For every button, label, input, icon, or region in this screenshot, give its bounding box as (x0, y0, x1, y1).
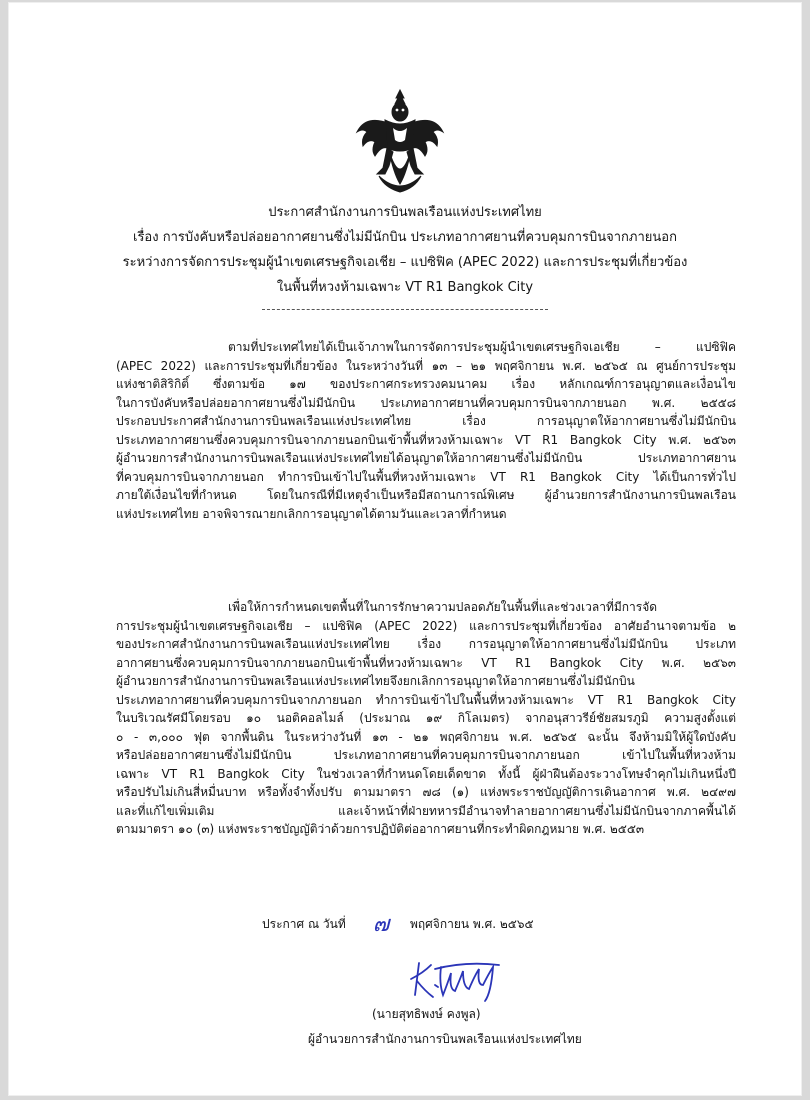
announcement-subject-line: ระหว่างการจัดการประชุมผู้นำเขตเศรษฐกิจเอเชีย – แปซิฟิค (APEC 2022) และการประชุมที่เกี่ยวข้อง (122, 255, 688, 270)
paragraph-line: ๐ - ๓,๐๐๐ ฟุต จากพื้นดิน ในระหว่างวันที่ ๑๓ - ๒๑ พฤศจิกายน พ.ศ. ๒๕๖๕ ฉะนั้น จึงห้ามมิให้ผู้ใดบังคับ (116, 729, 736, 744)
announcement-issuer: ประกาศสำนักงานการบินพลเรือนแห่งประเทศไทย (268, 205, 542, 220)
paragraph-line: เพื่อให้การกำหนดเขตพื้นที่ในการรักษาความปลอดภัยในพื้นที่และช่วงเวลาที่มีการจัด (228, 600, 658, 614)
paragraph-line: ตามที่ประเทศไทยได้เป็นเจ้าภาพในการจัดการประชุมผู้นำเขตเศรษฐกิจเอเชีย – แปซิฟิค (228, 340, 736, 354)
paragraph-line: ผู้อำนวยการสำนักงานการบินพลเรือนแห่งประเทศไทยจึงยกเลิกการอนุญาตให้อากาศยานซึ่งไม่มีนักบิน (116, 674, 635, 688)
paragraph-line: ประเภทอากาศยานซึ่งควบคุมการบินจากภายนอกบินเข้าพื้นที่หวงห้ามเฉพาะ VT R1 Bangkok City พ.ศ. ๒๕๖๓ (116, 432, 736, 447)
signatory-name: (นายสุทธิพงษ์ คงพูล) (372, 1007, 481, 1021)
paragraph-line: ในการบังคับหรือปล่อยอากาศยานซึ่งไม่มีนักบิน ประเภทอากาศยานที่ควบคุมการบินจากภายนอก พ.ศ. ๒๕๕๘ (116, 395, 736, 410)
paragraph-line: ประกอบประกาศสำนักงานการบินพลเรือนแห่งประเทศไทย เรื่อง การอนุญาตให้อากาศยานซึ่งไม่มีนักบิน (116, 414, 736, 428)
handwritten-signature (405, 955, 505, 1005)
announcement-date-prefix: ประกาศ ณ วันที่ (262, 917, 346, 931)
paragraph-line: และที่แก้ไขเพิ่มเติม และเจ้าหน้าที่ฝ่ายทหารมีอำนาจทำลายอากาศยานซึ่งไม่มีนักบินจากภาคพื้นได้ (116, 803, 736, 818)
garuda-emblem (355, 88, 445, 198)
signatory-title: ผู้อำนวยการสำนักงานการบินพลเรือนแห่งประเทศไทย (308, 1032, 582, 1046)
handwritten-day-text: ๗ (372, 912, 390, 936)
announcement-subject-line: เรื่อง การบังคับหรือปล่อยอากาศยานซึ่งไม่มีนักบิน ประเภทอากาศยานที่ควบคุมการบินจากภายนอก (133, 230, 677, 245)
paragraph-line: ที่ควบคุมการบินจากภายนอก ทำการบินเข้าไปในพื้นที่หวงห้ามเฉพาะ VT R1 Bangkok City ได้เป็นการทั่วไป (116, 469, 736, 484)
body-paragraph-1 (116, 338, 736, 523)
paragraph-line: ผู้อำนวยการสำนักงานการบินพลเรือนแห่งประเทศไทยได้อนุญาตให้อากาศยานซึ่งไม่มีนักบิน ประเภทอากาศยาน (116, 451, 736, 465)
paragraph-line: หรือปรับไม่เกินสี่หมื่นบาท หรือทั้งจำทั้งปรับ ตามมาตรา ๗๘ (๑) แห่งพระราชบัญญัติการเดินอากาศ พ.ศ. ๒๔๙๗ (116, 785, 736, 799)
paragraph-line: ประเภทอากาศยานที่ควบคุมการบินจากภายนอก ทำการบินเข้าไปในพื้นที่หวงห้ามเฉพาะ VT R1 Bangkok City (116, 692, 736, 707)
announcement-subject-line: ในพื้นที่หวงห้ามเฉพาะ VT R1 Bangkok City (276, 280, 534, 295)
paragraph-line: หรือปล่อยอากาศยานซึ่งไม่มีนักบิน ประเภทอากาศยานที่ควบคุมการบินจากภายนอก เข้าไปในพื้นที่หวงห้าม (116, 748, 736, 762)
paragraph-line: (APEC 2022) และการประชุมที่เกี่ยวข้อง ในระหว่างวันที่ ๑๓ – ๒๑ พฤศจิกายน พ.ศ. ๒๕๖๕ ณ ศูนย์การประชุม (116, 358, 736, 373)
handwritten-day (366, 910, 396, 936)
paragraph-line: ตามมาตรา ๑๐ (๓) แห่งพระราชบัญญัติว่าด้วยการปฏิบัติต่ออากาศยานที่กระทำผิดกฎหมาย พ.ศ. ๒๕๕๓ (116, 822, 645, 836)
paragraph-line: ของประกาศสำนักงานการบินพลเรือนแห่งประเทศไทย เรื่อง การอนุญาตให้อากาศยานซึ่งไม่มีนักบิน ประเภท (116, 637, 736, 651)
paragraph-line: อากาศยานซึ่งควบคุมการบินจากภายนอกบินเข้าพื้นที่หวงห้ามเฉพาะ VT R1 Bangkok City พ.ศ. ๒๕๖๓ (116, 655, 736, 670)
title-divider (262, 309, 548, 310)
paragraph-line: ในบริเวณรัศมีโดยรอบ ๑๐ นอติคอลไมล์ (ประมาณ ๑๙ กิโลเมตร) จากอนุสาวรีย์ชัยสมรภูมิ ความสูงตั้งแต่ (116, 711, 736, 725)
paragraph-line: แห่งประเทศไทย อาจพิจารณายกเลิกการอนุญาตได้ตามวันและเวลาที่กำหนด (116, 506, 507, 521)
paragraph-line: เฉพาะ VT R1 Bangkok City ในช่วงเวลาที่กำหนดโดยเด็ดขาด ทั้งนี้ ผู้ฝ่าฝืนต้องระวางโทษจำคุกไม่เกินหนึ่งปี (116, 766, 736, 781)
paragraph-line: แห่งชาติสิริกิติ์ ซึ่งตามข้อ ๑๗ ของประกาศกระทรวงคมนาคม เรื่อง หลักเกณฑ์การอนุญาตและเงื่อนไข (116, 377, 736, 391)
paragraph-line: การประชุมผู้นำเขตเศรษฐกิจเอเชีย – แปซิฟิค (APEC 2022) และการประชุมที่เกี่ยวข้อง อาศัยอำนาจตามข้อ ๒ (116, 618, 736, 633)
paragraph-line: ภายใต้เงื่อนไขที่กำหนด โดยในกรณีที่มีเหตุจำเป็นหรือมีสถานการณ์พิเศษ ผู้อำนวยการสำนักงานการบินพลเรือน (116, 488, 736, 502)
body-paragraph-2 (116, 598, 736, 839)
announcement-date-suffix: พฤศจิกายน พ.ศ. ๒๕๖๕ (410, 917, 534, 931)
